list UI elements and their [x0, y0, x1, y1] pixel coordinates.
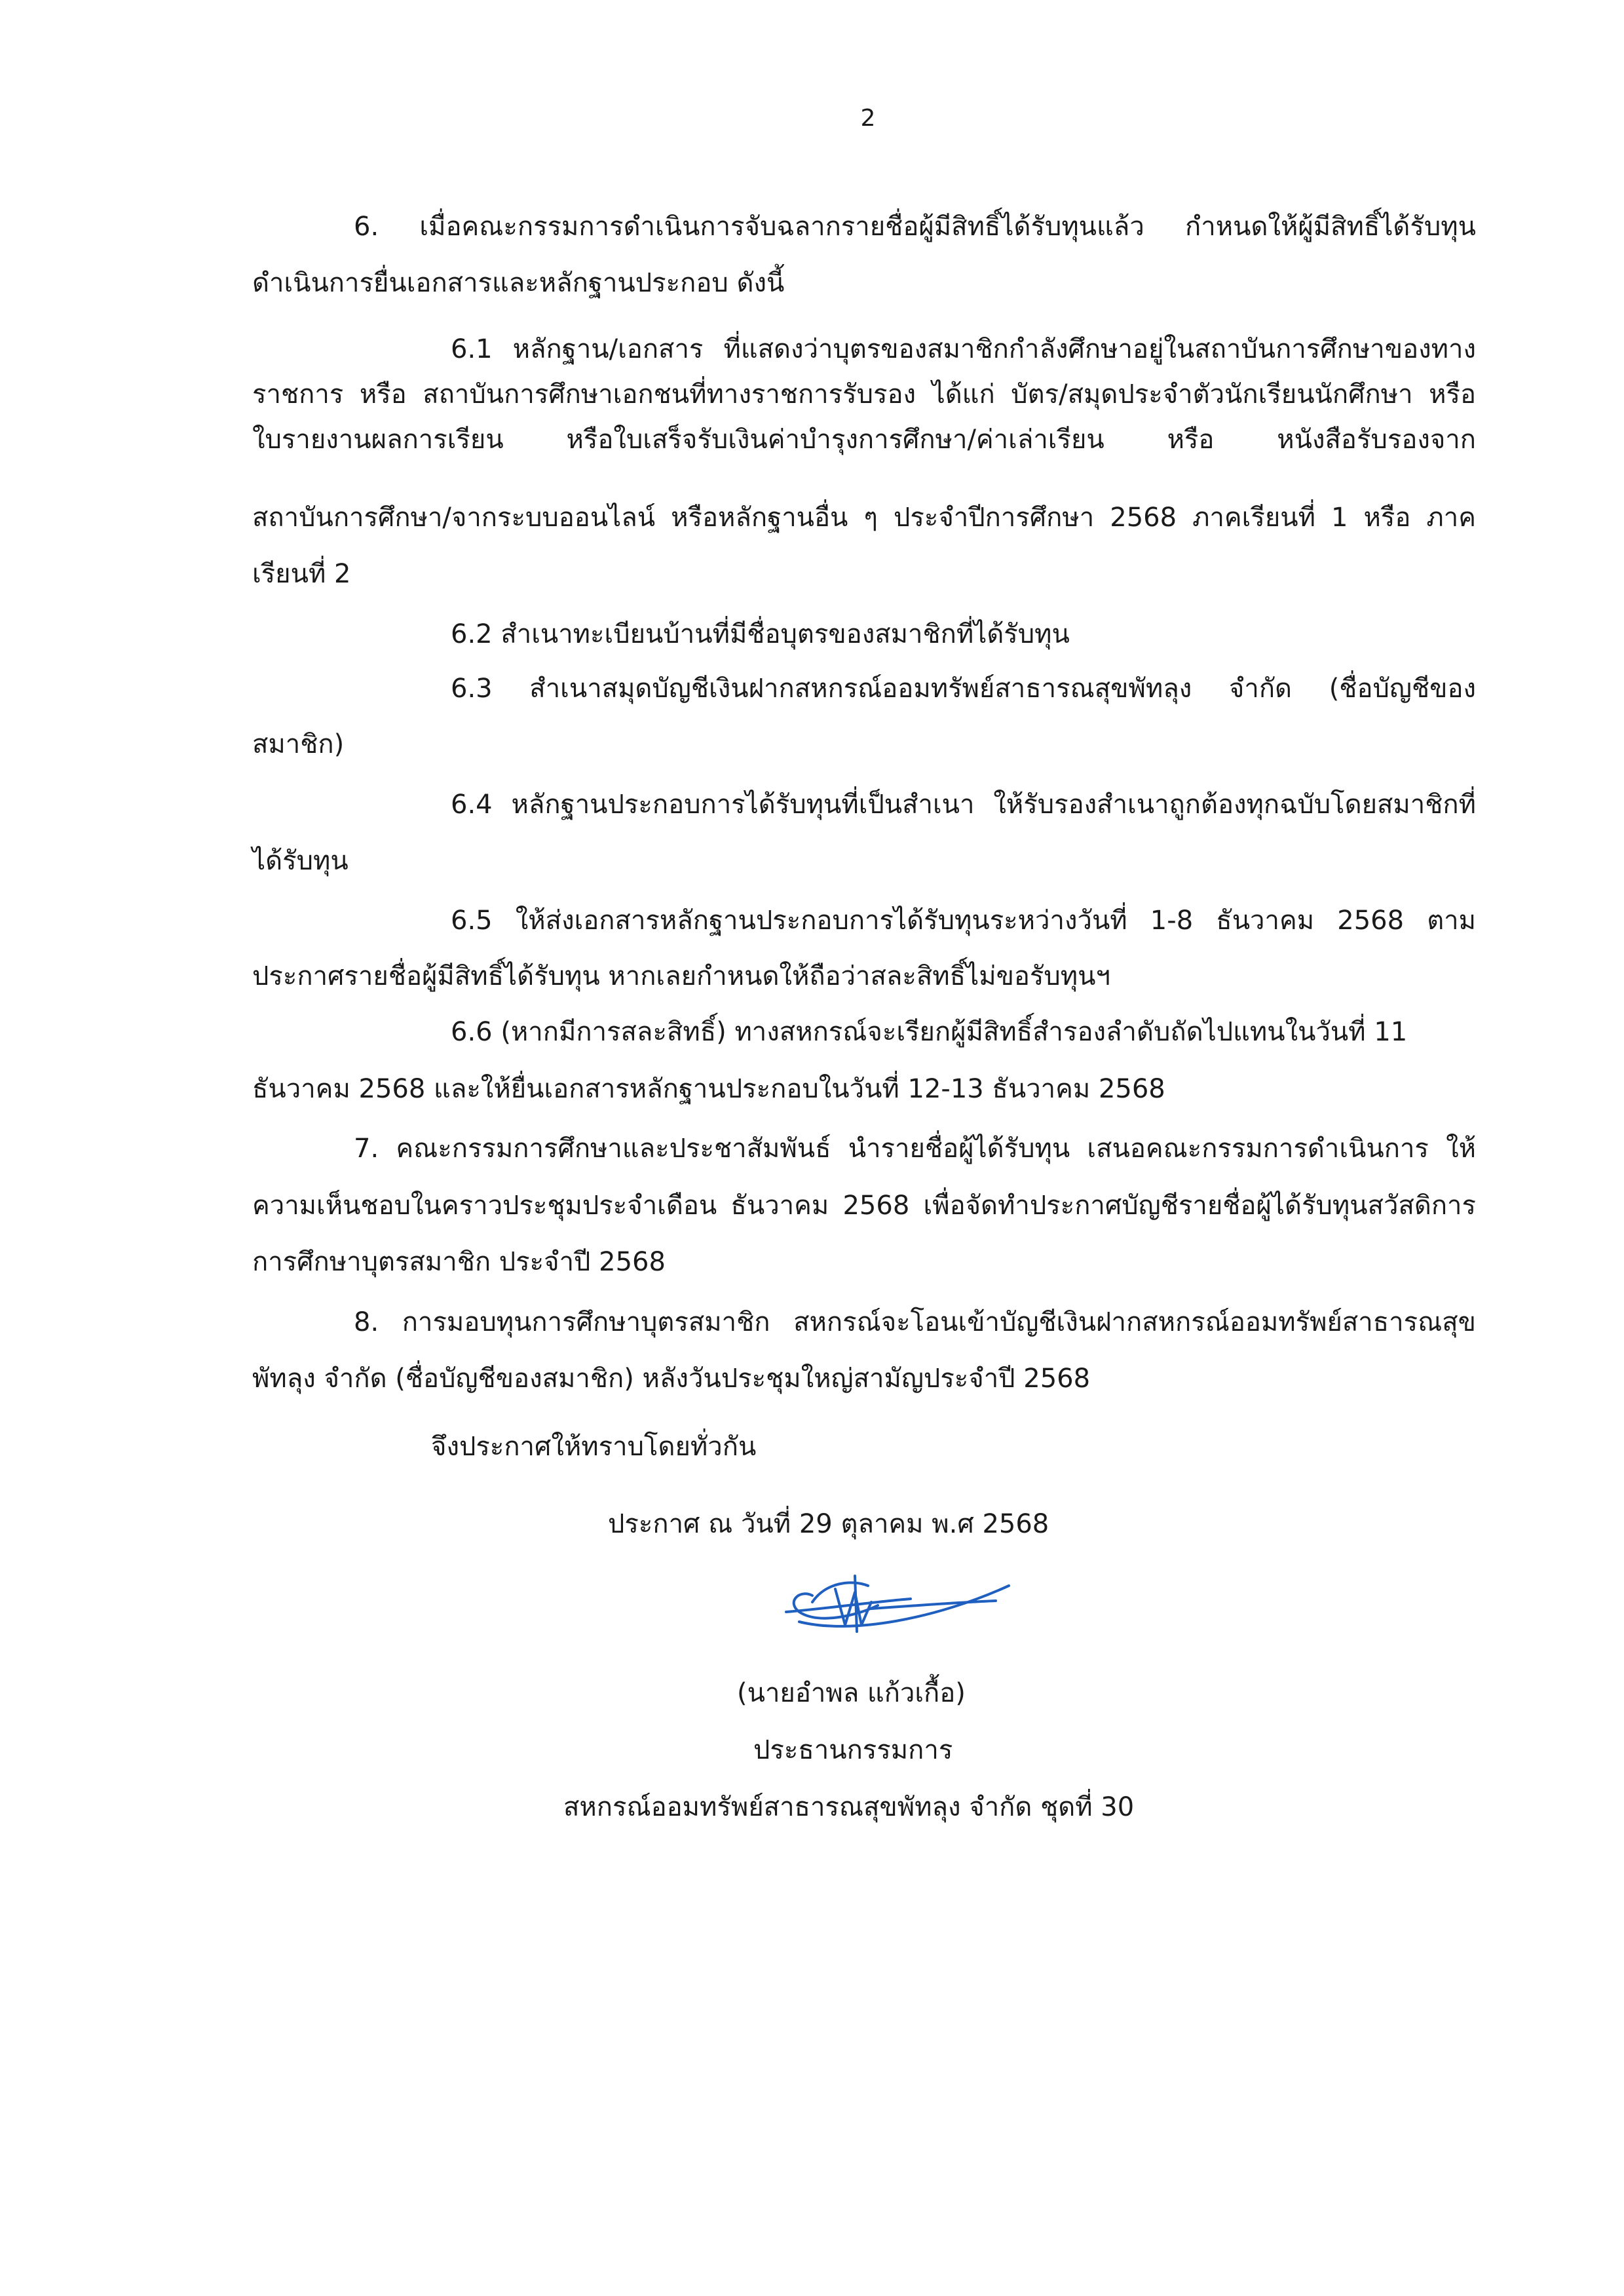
item6-5-line2: ประกาศรายชื่อผู้มีสิทธิ์ได้รับทุน หากเลยกำหนดให้ถือว่าสละสิทธิ์ไม่ขอรับทุนฯ	[252, 961, 1110, 991]
announcement-date: ประกาศ ณ วันที่ 29 ตุลาคม พ.ศ 2568	[608, 1509, 1049, 1539]
item6-6-line1: 6.6 (หากมีการสละสิทธิ์) ทางสหกรณ์จะเรียกผู้มีสิทธิ์สำรองลำดับถัดไปแทนในวันที่ 11	[451, 1017, 1408, 1047]
item6-1-line4: สถาบันการศึกษา/จากระบบออนไลน์ หรือหลักฐานอื่น ๆ ประจำปีการศึกษา 2568 ภาคเรียนที่ 1 หรือ ภาค	[252, 503, 1476, 533]
item6-3-line1: 6.3 สำเนาสมุดบัญชีเงินฝากสหกรณ์ออมทรัพย์สาธารณสุขพัทลุง จำกัด (ชื่อบัญชีของ	[451, 674, 1476, 704]
item6-1-line3: ใบรายงานผลการเรียน หรือใบเสร็จรับเงินค่าบำรุงการศึกษา/ค่าเล่าเรียน หรือ หนังสือรับรองจาก	[252, 425, 1476, 455]
item6-1-line5: เรียนที่ 2	[252, 559, 351, 589]
item7-line1: 7. คณะกรรมการศึกษาและประชาสัมพันธ์ นำรายชื่อผู้ได้รับทุน เสนอคณะกรรมการดำเนินการ ให้	[354, 1134, 1476, 1164]
item7-line2: ความเห็นชอบในคราวประชุมประจำเดือน ธันวาคม 2568 เพื่อจัดทำประกาศบัญชีรายชื่อผู้ได้รับทุนสวัสดิการ	[252, 1191, 1476, 1221]
item7-line3: การศึกษาบุตรสมาชิก ประจำปี 2568	[252, 1247, 666, 1277]
item6-5-line1: 6.5 ให้ส่งเอกสารหลักฐานประกอบการได้รับทุนระหว่างวันที่ 1-8 ธันวาคม 2568 ตาม	[451, 906, 1476, 936]
closing-announcement: จึงประกาศให้ทราบโดยทั่วกัน	[431, 1432, 757, 1462]
item8-line1: 8. การมอบทุนการศึกษาบุตรสมาชิก สหกรณ์จะโอนเข้าบัญชีเงินฝากสหกรณ์ออมทรัพย์สาธารณสุข	[354, 1307, 1476, 1337]
item6-4-line1: 6.4 หลักฐานประกอบการได้รับทุนที่เป็นสำเนา ให้รับรองสำเนาถูกต้องทุกฉบับโดยสมาชิกที่	[451, 790, 1476, 820]
item6-4-line2: ได้รับทุน	[252, 846, 349, 876]
page-number: 2	[860, 105, 876, 132]
signature	[773, 1563, 1035, 1648]
item6-3-line2: สมาชิก)	[252, 729, 345, 759]
item6-1-line1: 6.1 หลักฐาน/เอกสาร ที่แสดงว่าบุตรของสมาชิกกำลังศึกษาอยู่ในสถาบันการศึกษาของทาง	[451, 334, 1476, 364]
item6-2-line1: 6.2 สำเนาทะเบียนบ้านที่มีชื่อบุตรของสมาชิกที่ได้รับทุน	[451, 619, 1070, 649]
item6-line1: 6. เมื่อคณะกรรมการดำเนินการจับฉลากรายชื่อผู้มีสิทธิ์ได้รับทุนแล้ว กำหนดให้ผู้มีสิทธิ์ได้รับทุน	[354, 212, 1476, 242]
item6-1-line2: ราชการ หรือ สถาบันการศึกษาเอกชนที่ทางราชการรับรอง ได้แก่ บัตร/สมุดประจำตัวนักเรียนนักศึกษา หรือ	[252, 379, 1476, 410]
signer-name: (นายอำพล แก้วเกื้อ)	[737, 1678, 966, 1708]
item6-line2: ดำเนินการยื่นเอกสารและหลักฐานประกอบ ดังนี้	[252, 268, 785, 298]
signer-title: ประธานกรรมการ	[753, 1735, 953, 1765]
organization-name: สหกรณ์ออมทรัพย์สาธารณสุขพัทลุง จำกัด ชุดที่ 30	[563, 1792, 1135, 1822]
item8-line2: พัทลุง จำกัด (ชื่อบัญชีของสมาชิก) หลังวันประชุมใหญ่สามัญประจำปี 2568	[252, 1364, 1091, 1394]
item6-6-line2: ธันวาคม 2568 และให้ยื่นเอกสารหลักฐานประกอบในวันที่ 12-13 ธันวาคม 2568	[252, 1074, 1165, 1104]
